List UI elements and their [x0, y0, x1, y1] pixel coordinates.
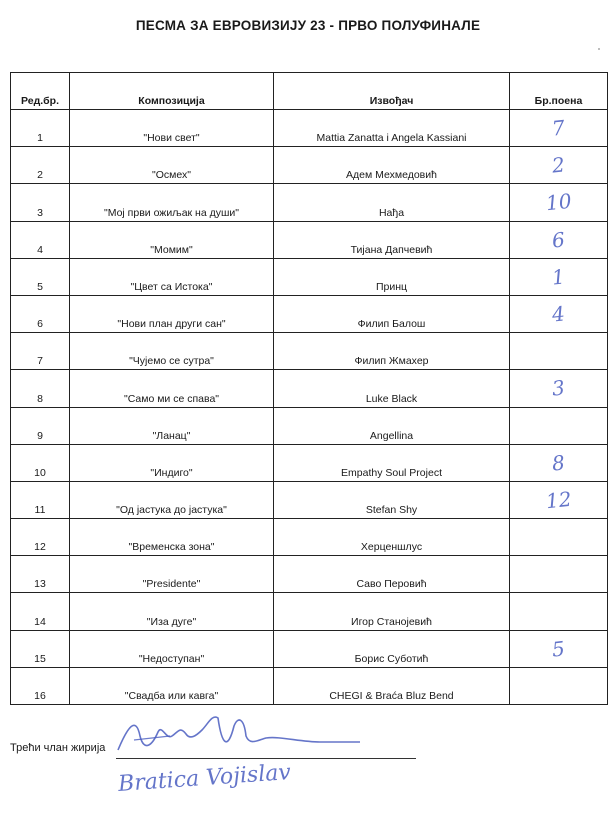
row-composition: "Нови план други сан" — [70, 295, 274, 332]
row-performer: Борис Суботић — [274, 630, 510, 667]
row-composition: "Цвет са Истока" — [70, 258, 274, 295]
table-row — [11, 184, 608, 221]
row-performer: Тијана Дапчевић — [274, 221, 510, 258]
table-header-row — [11, 73, 608, 110]
row-num: 13 — [11, 556, 70, 593]
handwritten-points: 6 — [550, 227, 567, 253]
signature-label: Трећи члан жирија — [10, 742, 106, 754]
row-performer: Angellina — [274, 407, 510, 444]
row-num: 10 — [11, 444, 70, 481]
row-num: 1 — [11, 110, 70, 147]
table-row — [11, 110, 608, 147]
row-points — [510, 258, 608, 295]
row-num: 12 — [11, 519, 70, 556]
table-row — [11, 630, 608, 667]
row-performer: Mattia Zanatta i Angela Kassiani — [274, 110, 510, 147]
table-row — [11, 519, 608, 556]
row-performer: Филип Балош — [274, 295, 510, 332]
handwritten-points: 1 — [550, 264, 567, 290]
row-points — [510, 593, 608, 630]
row-composition: "Мој први ожиљак на души" — [70, 184, 274, 221]
jury-table — [10, 72, 608, 705]
row-composition: "Временска зона" — [70, 519, 274, 556]
row-points — [510, 147, 608, 184]
row-composition: "Осмех" — [70, 147, 274, 184]
row-points — [510, 667, 608, 704]
row-num: 6 — [11, 295, 70, 332]
row-num: 2 — [11, 147, 70, 184]
row-performer: Адем Мехмедовић — [274, 147, 510, 184]
header-performer: Извођач — [274, 73, 510, 110]
table-row — [11, 444, 608, 481]
row-performer: Stefan Shy — [274, 481, 510, 518]
table-row — [11, 593, 608, 630]
row-composition: "Presidente" — [70, 556, 274, 593]
table-row — [11, 221, 608, 258]
table-row — [11, 147, 608, 184]
row-num: 8 — [11, 370, 70, 407]
scan-speck — [598, 48, 600, 50]
header-composition: Композиција — [70, 73, 274, 110]
row-num: 7 — [11, 333, 70, 370]
row-performer: Empathy Soul Project — [274, 444, 510, 481]
row-performer: Luke Black — [274, 370, 510, 407]
row-num: 9 — [11, 407, 70, 444]
row-performer: CHEGI & Braća Bluz Bend — [274, 667, 510, 704]
row-performer: Саво Перовић — [274, 556, 510, 593]
row-num: 14 — [11, 593, 70, 630]
row-composition: "Чујемо се сутра" — [70, 333, 274, 370]
handwritten-points: 5 — [550, 636, 567, 662]
table-row — [11, 258, 608, 295]
handwritten-points: 2 — [550, 152, 567, 178]
row-num: 3 — [11, 184, 70, 221]
row-num: 15 — [11, 630, 70, 667]
row-composition: "Свадба или кавга" — [70, 667, 274, 704]
row-composition: "Иза дуге" — [70, 593, 274, 630]
row-points — [510, 556, 608, 593]
row-performer: Игор Станојевић — [274, 593, 510, 630]
handwritten-points: 4 — [550, 301, 567, 327]
row-points — [510, 370, 608, 407]
signature-name: Bratica Vojislav — [117, 759, 292, 798]
handwritten-points: 7 — [550, 115, 567, 141]
row-composition: "Нови свет" — [70, 110, 274, 147]
handwritten-points: 8 — [550, 450, 567, 476]
table-row — [11, 556, 608, 593]
row-num: 11 — [11, 481, 70, 518]
signature-scribble — [110, 706, 370, 762]
header-points: Бр.поена — [510, 73, 608, 110]
row-points — [510, 481, 608, 518]
table-row — [11, 333, 608, 370]
row-points — [510, 630, 608, 667]
row-composition: "Ланац" — [70, 407, 274, 444]
table-row — [11, 370, 608, 407]
table-row — [11, 407, 608, 444]
handwritten-points: 12 — [544, 486, 573, 514]
row-num: 5 — [11, 258, 70, 295]
row-points — [510, 444, 608, 481]
row-points — [510, 110, 608, 147]
header-num: Ред.бр. — [11, 73, 70, 110]
handwritten-points: 3 — [550, 375, 567, 402]
table-row — [11, 481, 608, 518]
row-composition: "Од јастука до јастука" — [70, 481, 274, 518]
row-num: 4 — [11, 221, 70, 258]
row-performer: Филип Жмахер — [274, 333, 510, 370]
table-row — [11, 667, 608, 704]
row-performer: Херценшлус — [274, 519, 510, 556]
row-composition: "Индиго" — [70, 444, 274, 481]
row-points — [510, 295, 608, 332]
row-performer: Нађа — [274, 184, 510, 221]
row-points — [510, 519, 608, 556]
row-performer: Принц — [274, 258, 510, 295]
row-points — [510, 407, 608, 444]
row-points — [510, 221, 608, 258]
handwritten-points: 10 — [544, 189, 573, 216]
row-composition: "Момим" — [70, 221, 274, 258]
row-points — [510, 184, 608, 221]
row-composition: "Само ми се спава" — [70, 370, 274, 407]
table-body — [11, 110, 608, 705]
row-composition: "Недоступан" — [70, 630, 274, 667]
row-points — [510, 333, 608, 370]
table-row — [11, 295, 608, 332]
page-title: ПЕСМА ЗА ЕВРОВИЗИЈУ 23 - ПРВО ПОЛУФИНАЛЕ — [135, 18, 481, 33]
row-num: 16 — [11, 667, 70, 704]
